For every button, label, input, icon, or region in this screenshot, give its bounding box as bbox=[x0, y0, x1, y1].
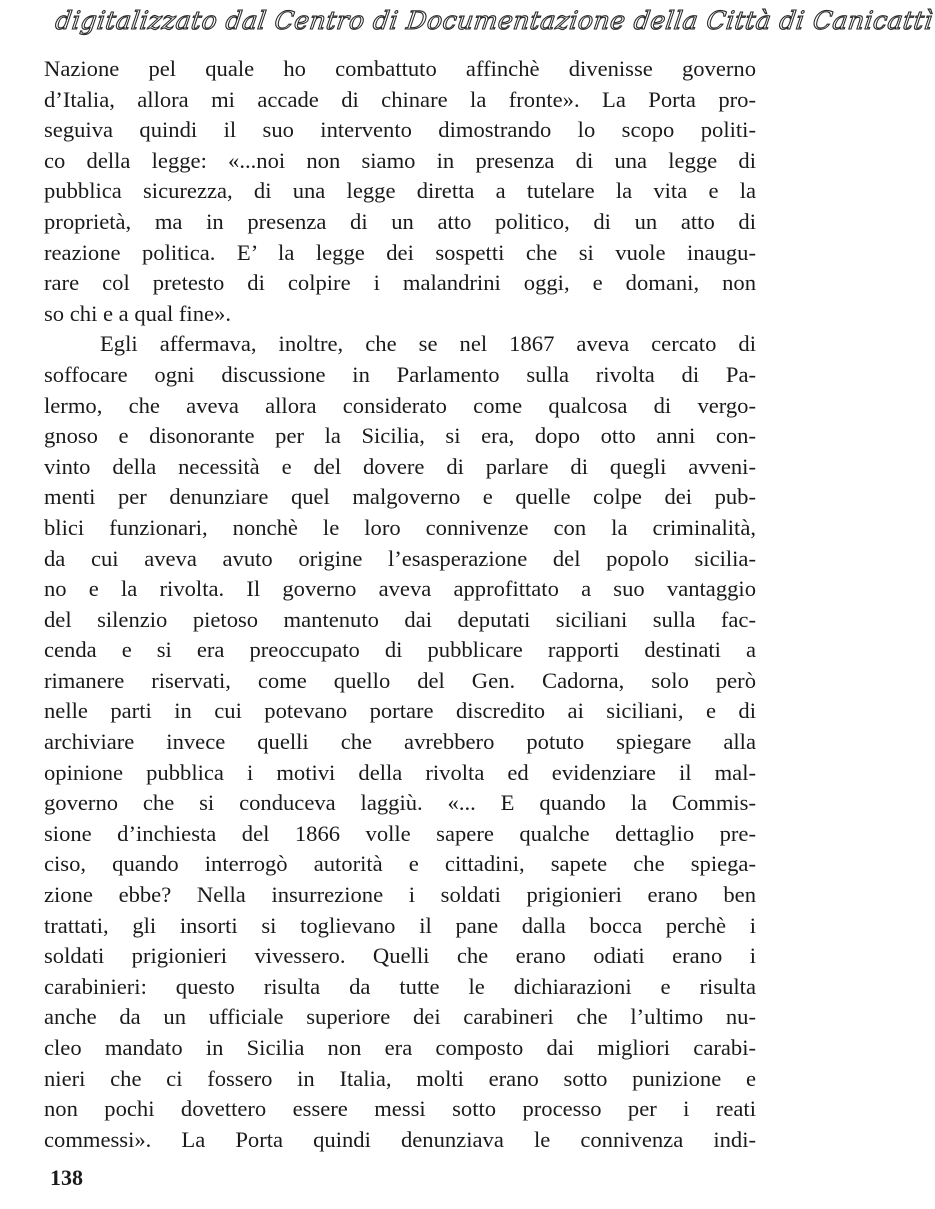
paragraph bbox=[44, 329, 756, 1155]
text-line: ciso, quando interrogò autorità e cittadini, sapete che spiega- bbox=[44, 851, 756, 877]
text-line: Nazione pel quale ho combattuto affinchè divenisse governo bbox=[44, 56, 756, 81]
text-line: sione d’inchiesta del 1866 volle sapere qualche dettaglio pre- bbox=[44, 820, 756, 846]
paragraph bbox=[44, 54, 756, 329]
text-line: del silenzio pietoso mantenuto dai deputati siciliani sulla fac- bbox=[44, 606, 756, 632]
text-line: carabinieri: questo risulta da tutte le dichiarazioni e risulta bbox=[44, 973, 756, 999]
page-number: 138 bbox=[50, 1165, 83, 1190]
digitization-watermark: digitalizzato dal Centro di Documentazione della Città di Canicattì bbox=[53, 6, 935, 35]
text-line: anche da un ufficiale superiore dei carabineri che l’ultimo nu- bbox=[44, 1004, 756, 1030]
text-line: nelle parti in cui potevano portare discredito ai siciliani, e di bbox=[44, 698, 756, 724]
text-line: reazione politica. E’ la legge dei sospetti che si vuole inaugu- bbox=[44, 239, 756, 265]
text-line: cleo mandato in Sicilia non era composto dai migliori carabi- bbox=[44, 1035, 756, 1060]
text-line: cenda e si era preoccupato di pubblicare rapporti destinati a bbox=[44, 637, 756, 663]
page-body bbox=[44, 54, 756, 1155]
text-line: da cui aveva avuto origine l’esasperazione del popolo sicilia- bbox=[44, 545, 756, 571]
text-line: seguiva quindi il suo intervento dimostrando lo scopo politi- bbox=[44, 117, 756, 143]
text-line: rare col pretesto di colpire i malandrini oggi, e domani, non bbox=[44, 270, 756, 296]
text-line: soldati prigionieri vivessero. Quelli che erano odiati erano i bbox=[44, 943, 756, 969]
text-line: co della legge: «...noi non siamo in presenza di una legge di bbox=[44, 147, 756, 173]
text-line: commessi». La Porta quindi denunziava le connivenza indi- bbox=[44, 1126, 756, 1152]
text-line: proprietà, ma in presenza di un atto politico, di un atto di bbox=[44, 208, 756, 234]
text-line: no e la rivolta. Il governo aveva approfittato a suo vantaggio bbox=[44, 576, 756, 602]
text-line: soffocare ogni discussione in Parlamento sulla rivolta di Pa- bbox=[44, 361, 756, 387]
text-line: zione ebbe? Nella insurrezione i soldati prigionieri erano ben bbox=[44, 882, 756, 908]
text-line: non pochi dovettero essere messi sotto processo per i reati bbox=[44, 1096, 756, 1122]
text-line: vinto della necessità e del dovere di parlare di quegli avveni- bbox=[44, 453, 756, 479]
text-line: archiviare invece quelli che avrebbero potuto spiegare alla bbox=[44, 729, 756, 755]
text-line: trattati, gli insorti si toglievano il pane dalla bocca perchè i bbox=[44, 912, 756, 938]
text-line: menti per denunziare quel malgoverno e quelle colpe dei pub- bbox=[44, 484, 756, 510]
text-line: gnoso e disonorante per la Sicilia, si era, dopo otto anni con- bbox=[44, 423, 756, 449]
text-line: so chi e a qual fine». bbox=[44, 300, 231, 326]
text-line: d’Italia, allora mi accade di chinare la fronte». La Porta pro- bbox=[44, 86, 756, 112]
text-line: governo che si conduceva laggiù. «... E quando la Commis- bbox=[44, 790, 756, 816]
text-line: pubblica sicurezza, di una legge diretta a tutelare la vita e la bbox=[44, 178, 756, 204]
text-line: blici funzionari, nonchè le loro connivenze con la criminalità, bbox=[44, 514, 756, 540]
text-line: lermo, che aveva allora considerato come qualcosa di vergo- bbox=[44, 392, 756, 418]
text-line: Egli affermava, inoltre, che se nel 1867 aveva cercato di bbox=[100, 331, 756, 357]
text-line: opinione pubblica i motivi della rivolta ed evidenziare il mal- bbox=[44, 759, 756, 785]
text-line: rimanere riservati, come quello del Gen. Cadorna, solo però bbox=[44, 667, 756, 693]
text-line: nieri che ci fossero in Italia, molti erano sotto punizione e bbox=[44, 1065, 756, 1091]
